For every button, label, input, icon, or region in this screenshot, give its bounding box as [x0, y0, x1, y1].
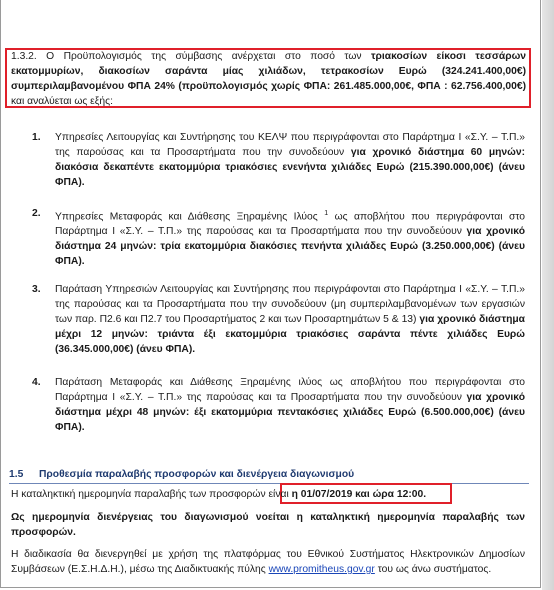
deadline-mid: είναι [268, 489, 292, 500]
list-item [55, 282, 525, 357]
budget-amount: τριακοσίων είκοσι τεσσάρων εκατομμυρίων, διακοσίων σαράντα μίας χιλιάδων, τετρακοσίων Ευρώ (324.241.400,00€) συμπεριλαμβανομένου ΦΠΑ 24% (προϋπολογισμός χωρίς ΦΠΑ: 261.485.000,00€, ΦΠΑ : 62.756.400,00€) [11, 51, 526, 92]
list-item-text: Παράταση Μεταφοράς και Διάθεσης Ξηραμένης ιλύος ως αποβλήτου που περιγράφονται στο Παράρτημα Ι «Σ.Υ. – Τ.Π.» της παρούσας και τα Προσαρτήματα που την συνοδεύουν [55, 377, 525, 403]
list-item [55, 206, 525, 269]
section-number: 1.5 [9, 469, 24, 480]
list-item-amount: για χρονικό διάστημα μέχρι 48 μηνών: έξι εκατομμύρια πεντακόσιες χιλιάδες Ευρώ (6.500.000,00€) (άνευ ΦΠΑ). [55, 392, 525, 433]
list-item-text: Υπηρεσίες Μεταφοράς και Διάθεσης Ξηραμένης Ιλύος [55, 211, 325, 223]
opening-paragraph [11, 510, 525, 540]
opening-text: Ως ημερομηνία διενέργειας του διαγωνισμού νοείται η καταληκτική ημερομηνία παραλαβής των προσφορών. [11, 512, 525, 538]
list-item-text: ως αποβλήτου που περιγράφονται στο Παράρτημα Ι «Σ.Υ. – Τ.Π.» της παρούσας και τα Προσαρτήματα που την συνοδεύουν [55, 211, 525, 238]
section-title: Προθεσμία παραλαβής προσφορών και διενέργεια διαγωνισμού [39, 469, 355, 480]
footnote-marker[interactable]: 1 [324, 210, 329, 217]
budget-lead: 1.3.2. Ο Προϋπολογισμός της σύμβασης ανέρχεται στο ποσό των [11, 51, 371, 62]
list-item-amount: για χρονικό διάστημα μέχρι 12 μηνών: τριάντα έξι εκατομμύρια τριακόσιες σαράντα πέντε χιλιάδες Ευρώ (36.345.000,00€) (άνευ ΦΠΑ). [55, 314, 525, 355]
platform-tail: του ως άνω συστήματος. [374, 564, 492, 575]
list-item-amount: για χρονικό διάστημα 60 μηνών: διακόσια δεκαπέντε εκατομμύρια τριακόσιες ενενήντα χιλιάδες Ευρώ (215.390.000,00€) (άνευ ΦΠΑ). [55, 147, 525, 188]
deadline-date: η 01/07/2019 και ώρα 12:00. [291, 489, 427, 500]
list-item-text: Παράταση Υπηρεσιών Λειτουργίας και Συντήρησης που περιγράφονται στο Παράρτημα Ι «Σ.Υ. – Τ.Π.» της παρούσας και τα Προσαρτήματα που την συνοδεύουν (μη συμπεριλαμβανομένων των εργασιών των παρ. Π2.6 και Π2.7 του Προσαρτήματος 2 και των Προσαρτημάτων 5 & 13) [55, 284, 525, 325]
list-item [55, 130, 525, 190]
list-item [55, 375, 525, 435]
platform-paragraph [11, 547, 525, 577]
budget-paragraph [11, 49, 526, 109]
budget-tail: και αναλύεται ως εξής: [11, 96, 113, 107]
list-item-text: Υπηρεσίες Λειτουργίας και Συντήρησης του ΚΕΛΨ που περιγράφονται στο Παράρτημα Ι «Σ.Υ. – Τ.Π.» της παρούσας και τα Προσαρτήματα που την συνοδεύουν [55, 132, 525, 158]
list-item-number: 4. [32, 377, 41, 388]
deadline-paragraph [11, 487, 531, 502]
promitheus-link[interactable]: www.promitheus.gov.gr [268, 564, 375, 575]
platform-lead: Η διαδικασία θα διενεργηθεί με χρήση της πλατφόρμας του Εθνικού Συστήματος Ηλεκτρονικών Δημοσίων Συμβάσεων (Ε.Σ.Η.Δ.Η.), μέσω της Διαδικτυακής πύλης [11, 549, 525, 575]
scrollbar-track[interactable] [542, 0, 554, 590]
list-item-number: 1. [32, 132, 41, 143]
list-item-amount: για χρονικό διάστημα 24 μηνών: τρία εκατομμύρια διακόσιες πενήντα χιλιάδες Ευρώ (3.250.000,00€) (άνευ ΦΠΑ). [55, 226, 525, 268]
section-heading [9, 467, 529, 484]
list-item-number: 2. [32, 208, 41, 219]
list-item-number: 3. [32, 284, 41, 295]
deadline-lead: Η καταληκτική ημερομηνία παραλαβής των προσφορών [11, 489, 269, 500]
